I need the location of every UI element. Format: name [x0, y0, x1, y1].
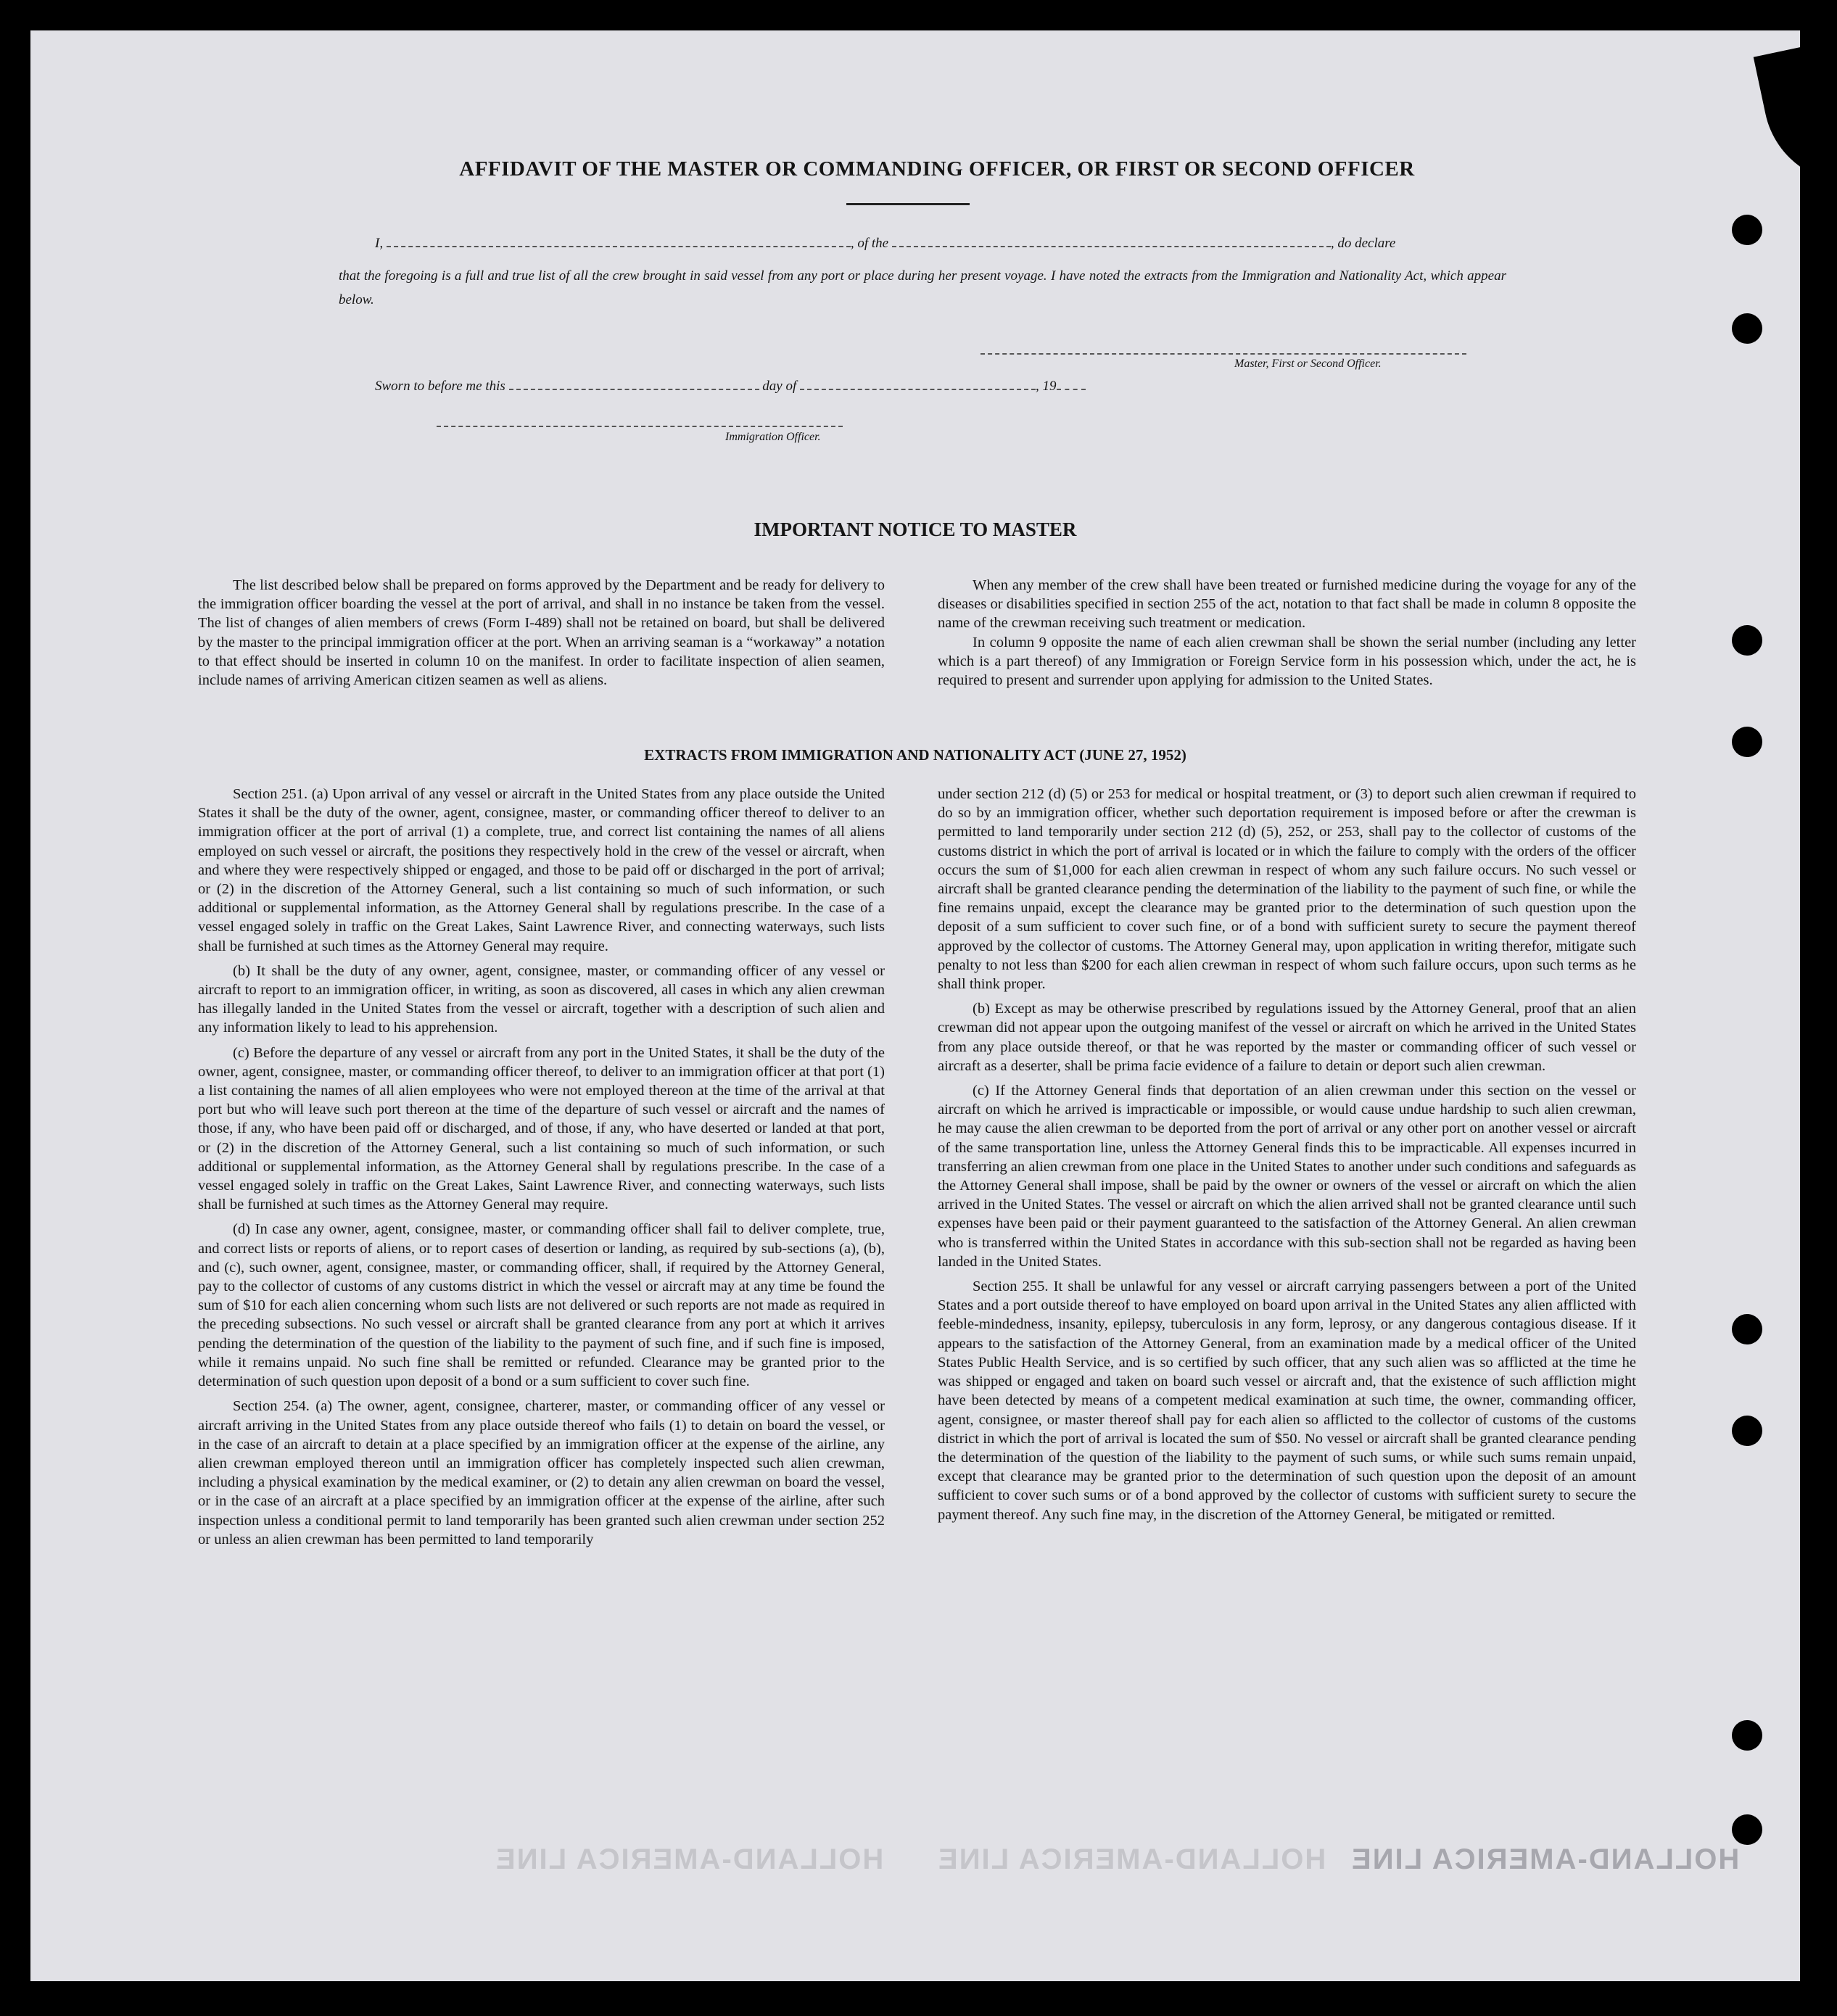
sworn-month-blank	[800, 379, 1036, 390]
punch-hole	[1732, 313, 1762, 344]
sworn-day-blank	[509, 379, 759, 390]
extracts-right-column	[938, 785, 1636, 1530]
vessel-blank	[892, 236, 1331, 247]
officer-signature-line	[437, 426, 843, 427]
punch-hole	[1732, 215, 1762, 245]
sworn-line: Sworn to before me this day of , 19	[375, 379, 1086, 394]
section-254-b: (b) Except as may be otherwise prescribed by regulations issued by the Attorney General, proof that an alien crewman did not appear upon the outgoing manifest of the vessel or aircraft on which he arrived in the United States from any place outside thereof, or that he was reported by the master or commanding officer of such vessel or aircraft as a deserter, shall be prima facie evidence of a failure to detain or deport such alien crewman.	[938, 1001, 1636, 1074]
torn-corner	[1754, 36, 1800, 199]
section-254-a: Section 254. (a) The owner, agent, consignee, charterer, master, or commanding officer of any vessel or aircraft arriving in the United States from any place outside thereof who fails (1) to detain on board the vessel, or in the case of an aircraft to detain at a place specified by an immigration officer at the expense of the airline, any alien crewman employed thereon until an immigration officer has completely inspected such alien crewman, including a physical examination by the medical examiner, or (2) to detain any alien crewman on board the vessel, or in the case of an aircraft at a place specified by an immigration officer at the expense of the airline, after such inspection unless a conditional permit to land temporarily has been granted such alien crewman under section 252 or unless an alien crewman has been permitted to land temporarily	[198, 1398, 885, 1548]
page-title: AFFIDAVIT OF THE MASTER OR COMMANDING OFFICER, OR FIRST OR SECOND OFFICER	[459, 157, 1415, 181]
signature-line	[981, 353, 1466, 355]
master-label: Master, First or Second Officer.	[1234, 358, 1382, 370]
bleed-through-mark: HOLLAND-AMERICA LINE	[495, 1843, 884, 1875]
extracts-title: EXTRACTS FROM IMMIGRATION AND NATIONALITY ACT (JUNE 27, 1952)	[644, 746, 1186, 764]
notice-title: IMPORTANT NOTICE TO MASTER	[754, 519, 1077, 540]
section-254-c: (c) If the Attorney General finds that deportation of an alien crewman under this section on the vessel or aircraft on which he arrived is impracticable or impossible, or would cause undue hardship to such alien crewman, he may cause the alien crewman to be deported from the port of arrival or any other port on another vessel or aircraft of the same transportation line, unless the Attorney General finds this to be impracticable. All expenses incurred in transferring an alien crewman from one place in the United States to another under such conditions and safeguards as the Attorney General shall impose, shall be paid by the owner or owners of the vessel or aircraft on which the alien arrived in the United States. The vessel or aircraft on which the alien arrived shall not be granted clearance until such expenses have been paid or their payment guaranteed to the satisfaction of the Attorney General. An alien crewman who is transferred within the United States in accordance with this sub-section shall not be regarded as having been landed in the United States.	[938, 1083, 1636, 1270]
title-rule	[846, 203, 970, 205]
section-251-b: (b) It shall be the duty of any owner, agent, consignee, master, or commanding officer of any vessel or aircraft to report to an immigration officer, in writing, as soon as discovered, all cases in which any alien crewman has illegally landed in the United States from the vessel or aircraft, together with a description of such alien and any information likely to lead to his apprehension.	[198, 962, 885, 1036]
bleed-through-mark: HOLLAND-AMERICA LINE	[1350, 1843, 1740, 1875]
notice-right: When any member of the crew shall have been treated or furnished medicine during the voyage for any of the diseases or disabilities specified in section 255 of the act, notation to that fact shall be made in column 8 opposite the name of the crewman receiving such treatment or medication. In column 9 opposite the name of each alien crewman shall be shown the serial number (including any letter which is a part thereof) of any Immigration or Foreign Service form in his possession which, under the act, he is required to present and surrender upon applying for admission to the United States.	[938, 577, 1636, 689]
affidavit-line-1: I, , of the , do declare	[375, 236, 1396, 251]
bleed-through-mark: HOLLAND-AMERICA LINE	[937, 1843, 1326, 1875]
officer-label: Immigration Officer.	[725, 431, 821, 443]
affidavit-statement: that the foregoing is a full and true list of all the crew brought in said vessel from any port or place during her present voyage. I have noted the extracts from the Immigration and Nationality Act, which appear below.	[339, 268, 1506, 307]
punch-hole	[1732, 1314, 1762, 1344]
notice-left: The list described below shall be prepared on forms approved by the Department and be ready for delivery to the immigration officer boarding the vessel at the port of arrival, and shall in no instance be taken from the vessel. The list of changes of alien members of crews (Form I-489) shall not be retained on board, but shall be delivered by the master to the principal immigration officer at the port. When an arriving seaman is a “workaway” a notation to that effect should be inserted in column 10 on the manifest. In order to facilitate inspection of alien seamen, include names of arriving American citizen seamen as well as aliens.	[198, 577, 885, 689]
name-blank	[387, 236, 851, 247]
punch-hole	[1732, 1814, 1762, 1845]
extracts-left-column	[198, 785, 885, 1555]
section-255: Section 255. It shall be unlawful for any vessel or aircraft carrying passengers between a port of the United States and a port outside thereof to have employed on board upon arrival in the United States any alien afflicted with feeble-mindedness, insanity, epilepsy, tuberculosis in any form, leprosy, or any dangerous contagious disease. If it appears to the satisfaction of the Attorney General, from an examination made by a medical officer of the United States Public Health Service, and is so certified by such officer, that any such alien was so afflicted at the time he was shipped or engaged and taken on board such vessel or aircraft and, that the existence of such affliction might have been detected by means of a competent medical examination at such time, the owner, commanding officer, agent, consignee, or master thereof shall pay for each alien so afflicted to the collector of customs of the customs district in which the port of arrival is located the sum of $50. No vessel or aircraft shall be granted clearance pending the determination of the question of the liability to the payment of such sums, or while such sums remain unpaid, except that clearance may be granted prior to the determination of such question upon the deposit of an amount sufficient to cover such sums or of a bond approved by the collector of customs with sufficient surety to secure the payment thereof. Any such fine may, in the discretion of the Attorney General, be mitigated or remitted.	[938, 1278, 1636, 1523]
section-251-a: Section 251. (a) Upon arrival of any vessel or aircraft in the United States from any place outside the United States it shall be the duty of the owner, agent, consignee, master, or commanding officer thereof to deliver to an immigration officer at the port of arrival (1) a complete, true, and correct list containing the names of all aliens employed on such vessel or aircraft, the positions they respectively hold in the crew of the vessel or aircraft, when and where they were respectively shipped or engaged, and those to be paid off or discharged in the port of arrival; or (2) in the discretion of the Attorney General, such a list containing so much of such information, or such additional or supplemental information, as the Attorney General shall by regulations prescribe. In the case of a vessel engaged solely in traffic on the Great Lakes, Saint Lawrence River, and connecting waterways, such lists shall be furnished at such times as the Attorney General may require.	[198, 786, 885, 954]
section-254-a-cont: under section 212 (d) (5) or 253 for medical or hospital treatment, or (3) to deport such alien crewman if required to do so by an immigration officer, whether such deportation requirement is imposed before or after the crewman is permitted to land temporarily under section 212 (d) (5), 252, or 253, shall pay to the collector of customs of the customs district in which the port of arrival is located or in which the failure to comply with the orders of the officer occurs the sum of $1,000 for each alien crewman in respect of whom any such failure occurs. No such vessel or aircraft shall be granted clearance pending the determination of the liability to the payment of such fine, or while the fine remains unpaid, except the clearance may be granted prior to the determination of such question upon the deposit of a sum sufficient to cover such fine, or of a bond with sufficient surety to secure the payment thereof approved by the collector of customs. The Attorney General may, upon application in writing therefor, mitigate such penalty to not less than $200 for each alien crewman in respect of whom such failure occurs, upon such terms as he shall think proper.	[938, 786, 1636, 993]
punch-hole	[1732, 727, 1762, 757]
punch-hole	[1732, 1720, 1762, 1751]
document-page	[30, 30, 1800, 1981]
punch-hole	[1732, 625, 1762, 656]
section-251-d: (d) In case any owner, agent, consignee, master, or commanding officer shall fail to deliver complete, true, and correct lists or reports of aliens, or to report cases of desertion or landing, as required by sub-sections (a), (b), and (c), such owner, agent, consignee, master, or commanding officer, shall, if required by the Attorney General, pay to the collector of customs of any customs district in which the vessel or aircraft may at any time be found the sum of $10 for each alien concerning whom such lists are not delivered or such reports are not made as required in the preceding subsections. No such vessel or aircraft shall be granted clearance from any port at which it arrives pending the determination of the question of the liability to the payment of such fine, and if such fine is imposed, while it remains unpaid. No such fine shall be remitted or refunded. Clearance may be granted prior to the determination of such question upon deposit of a bond or a sum sufficient to cover such fine.	[198, 1221, 885, 1390]
section-251-c: (c) Before the departure of any vessel or aircraft from any port in the United States, it shall be the duty of the owner, agent, consignee, master, or commanding officer thereof, to deliver to an immigration officer at that port (1) a list containing the names of all alien employees who were not employed thereon at the time of the arrival at that port but who will leave such port thereon at the time of the departure of such vessel or aircraft and the names of those, if any, who have been paid off or discharged, and of those, if any, who have deserted or landed at that port, or (2) in the discretion of the Attorney General, such a list containing so much of such information, or such additional or supplemental information, as the Attorney General shall by regulations prescribe. In the case of a vessel engaged solely in traffic on the Great Lakes, Saint Lawrence River, and connecting waterways, such lists shall be furnished at such times as the Attorney General may require.	[198, 1044, 885, 1213]
punch-hole	[1732, 1416, 1762, 1446]
